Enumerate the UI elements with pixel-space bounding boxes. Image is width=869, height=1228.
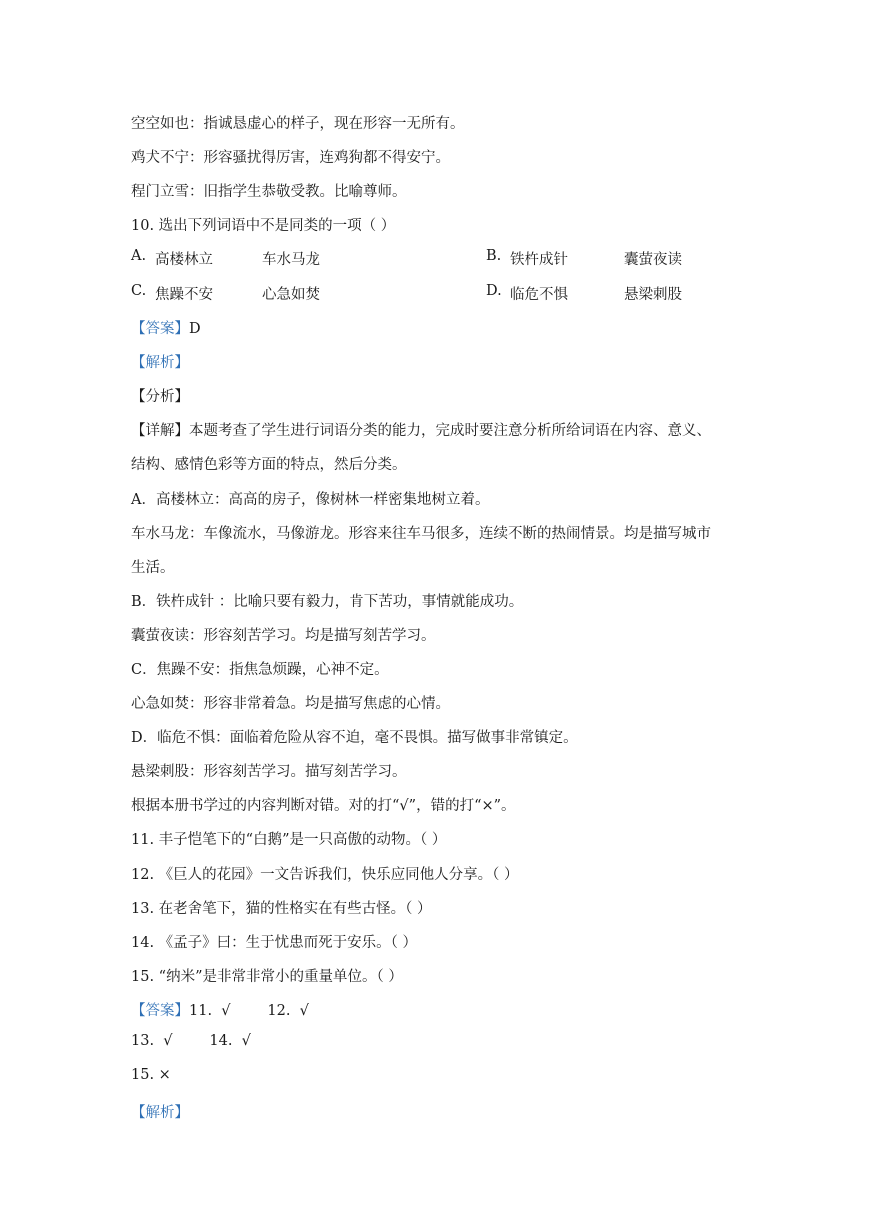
question-10: 10. 选出下列词语中不是同类的一项（ ） <box>131 218 396 234</box>
option-d-word2: 悬梁刺股 <box>624 287 682 303</box>
option-b-word1: 铁杵成针 <box>510 252 568 268</box>
body-line: 心急如焚：形容非常着急。均是描写焦虑的心情。 <box>131 696 450 712</box>
answer-line <box>131 317 201 338</box>
options-row-cd <box>131 283 751 305</box>
body-line: A．高楼林立：高高的房子，像树林一样密集地树立着。 <box>131 492 490 508</box>
option-c-word1: 焦躁不安 <box>155 287 213 303</box>
option-d-letter: D. <box>486 283 502 299</box>
text-line: 鸡犬不宁：形容骚扰得厉害，连鸡狗都不得安宁。 <box>131 150 450 166</box>
option-c-word2: 心急如焚 <box>262 287 320 303</box>
body-line: 车水马龙：车像流水，马像游龙。形容来往车马很多，连续不断的热闹情景。均是描写城市 <box>131 526 711 542</box>
body-line: 结构、感情色彩等方面的特点，然后分类。 <box>131 457 407 473</box>
question-12: 12. 《巨人的花园》一文告诉我们，快乐应同他人分享。（ ） <box>131 867 519 883</box>
detail-tag: 【详解】 <box>131 423 189 439</box>
answer-tag: 【答案】 <box>131 321 189 337</box>
option-b-letter: B. <box>486 248 502 264</box>
text-line: 空空如也：指诚恳虚心的样子，现在形容一无所有。 <box>131 116 465 132</box>
option-b-word2: 囊萤夜读 <box>624 252 682 268</box>
body-line: D．临危不惧：面临着危险从容不迫，毫不畏惧。描写做事非常镇定。 <box>131 730 578 746</box>
answer-value: D <box>189 321 201 337</box>
option-a-word1: 高楼林立 <box>155 252 213 268</box>
question-13: 13. 在老舍笔下，猫的性格实在有些古怪。（ ） <box>131 901 432 917</box>
body-line: 悬梁刺股：形容刻苦学习。描写刻苦学习。 <box>131 764 407 780</box>
analysis-tag: 【解析】 <box>131 1105 189 1121</box>
answer-line: 15. × <box>131 1067 171 1083</box>
body-line: B．铁杵成针 ：比喻只要有毅力，肯下苦功，事情就能成功。 <box>131 594 524 610</box>
body-line: 生活。 <box>131 560 175 576</box>
option-d-word1: 临危不惧 <box>510 287 568 303</box>
detail-line <box>131 419 711 440</box>
analysis-tag: 【解析】 <box>131 355 189 371</box>
option-a-letter: A. <box>131 248 147 264</box>
fenxi-heading: 【分析】 <box>131 389 189 405</box>
answer-line: 13. √ 14. √ <box>131 1033 251 1049</box>
body-line: 囊萤夜读：形容刻苦学习。均是描写刻苦学习。 <box>131 628 436 644</box>
body-line: C．焦躁不安：指焦急烦躁，心神不定。 <box>131 662 389 678</box>
question-15: 15. “纳米”是非常非常小的重量单位。（ ） <box>131 969 403 985</box>
question-14: 14. 《孟子》曰：生于忧患而死于安乐。（ ） <box>131 935 418 951</box>
question-11: 11. 丰子恺笔下的“白鹅”是一只高傲的动物。（ ） <box>131 832 447 848</box>
option-a-word2: 车水马龙 <box>262 252 320 268</box>
answer-tag: 【答案】 <box>131 1003 189 1019</box>
answer-value: 11. √ 12. √ <box>189 1003 309 1019</box>
text-line: 程门立雪：旧指学生恭敬受教。比喻尊师。 <box>131 184 407 200</box>
options-row-ab <box>131 248 751 270</box>
option-c-letter: C. <box>131 283 147 299</box>
detail-text: 本题考查了学生进行词语分类的能力，完成时要注意分析所给词语在内容、意义、 <box>189 423 711 439</box>
answer-line <box>131 999 309 1020</box>
instruction-line: 根据本册书学过的内容判断对错。对的打“√”，错的打“×”。 <box>131 798 516 814</box>
